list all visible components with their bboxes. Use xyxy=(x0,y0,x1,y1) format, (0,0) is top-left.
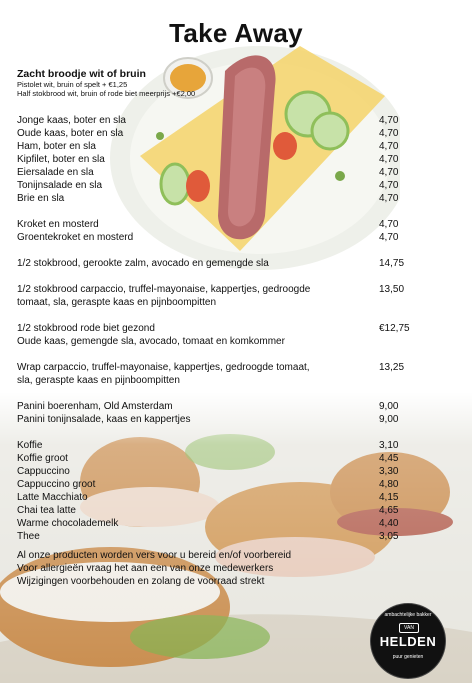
menu-item-continued xyxy=(17,296,457,309)
item-price: 3,10 xyxy=(379,440,399,451)
menu-item xyxy=(17,361,457,374)
brand-logo xyxy=(371,604,445,678)
section-title-broodje: Zacht broodje wit of bruin xyxy=(17,68,146,80)
menu-item xyxy=(17,452,457,465)
item-name: Brie en sla xyxy=(17,193,65,204)
item-name: Jonge kaas, boter en sla xyxy=(17,115,126,126)
menu-item xyxy=(17,439,457,452)
item-name: Kipfilet, boter en sla xyxy=(17,154,105,165)
item-price: 4,15 xyxy=(379,492,399,503)
item-price: €12,75 xyxy=(379,323,410,334)
item-price: 4,70 xyxy=(379,180,399,191)
logo-brand: HELDEN xyxy=(379,634,437,649)
menu-item xyxy=(17,140,457,153)
menu-item xyxy=(17,257,457,270)
item-name: Latte Macchiato xyxy=(17,492,88,503)
item-price: 4,45 xyxy=(379,453,399,464)
item-name: sla, geraspte kaas en pijnboompitten xyxy=(17,375,180,386)
menu-item xyxy=(17,530,457,543)
section-subtitle: Pistolet wit, bruin of spelt + €1,25 xyxy=(17,80,128,89)
item-name: Cappuccino groot xyxy=(17,479,96,490)
menu-item xyxy=(17,478,457,491)
menu-item xyxy=(17,413,457,426)
item-price: 9,00 xyxy=(379,414,399,425)
item-name: tomaat, sla, geraspte kaas en pijnboompitten xyxy=(17,297,217,308)
menu-item-continued xyxy=(17,374,457,387)
item-price: 4,70 xyxy=(379,154,399,165)
menu-item xyxy=(17,400,457,413)
menu-item xyxy=(17,179,457,192)
menu-item xyxy=(17,504,457,517)
item-price: 4,70 xyxy=(379,232,399,243)
item-name: Wrap carpaccio, truffel-mayonaise, kappertjes, gedroogde tomaat, xyxy=(17,362,310,373)
item-price: 3,30 xyxy=(379,466,399,477)
item-name: Koffie groot xyxy=(17,453,68,464)
menu-item xyxy=(17,283,457,296)
item-name: Warme chocolademelk xyxy=(17,518,119,529)
item-price: 4,70 xyxy=(379,167,399,178)
item-name: Thee xyxy=(17,531,40,542)
item-name: Cappuccino xyxy=(17,466,70,477)
item-price: 4,70 xyxy=(379,141,399,152)
menu-item xyxy=(17,153,457,166)
item-name: Oude kaas, gemengde sla, avocado, tomaat en komkommer xyxy=(17,336,285,347)
item-price: 13,25 xyxy=(379,362,405,373)
menu-item xyxy=(17,166,457,179)
footer-note: Voor allergieën vraag het aan een van onze medewerkers xyxy=(17,563,274,574)
item-price: 14,75 xyxy=(379,258,405,269)
menu-item xyxy=(17,231,457,244)
page-title: Take Away xyxy=(169,18,303,48)
item-price: 4,70 xyxy=(379,193,399,204)
item-price: 9,00 xyxy=(379,401,399,412)
item-name: Kroket en mosterd xyxy=(17,219,99,230)
item-price: 4,70 xyxy=(379,128,399,139)
logo-arc-text: ambachtelijke bakker xyxy=(384,612,432,618)
logo-tagline: puur genieten xyxy=(392,654,424,660)
menu-item xyxy=(17,517,457,530)
item-name: Groentekroket en mosterd xyxy=(17,232,134,243)
item-name: 1/2 stokbrood, gerookte zalm, avocado en gemengde sla xyxy=(17,258,269,269)
item-price: 13,50 xyxy=(379,284,405,295)
menu-item xyxy=(17,218,457,231)
logo-van: VAN xyxy=(399,623,419,633)
item-name: Eiersalade en sla xyxy=(17,167,94,178)
item-price: 4,40 xyxy=(379,518,399,529)
menu-item xyxy=(17,465,457,478)
menu-item xyxy=(17,192,457,205)
item-name: Ham, boter en sla xyxy=(17,141,96,152)
item-name: Panini boerenham, Old Amsterdam xyxy=(17,401,173,412)
menu-item xyxy=(17,127,457,140)
menu-item xyxy=(17,322,457,335)
footer-note: Al onze producten worden vers voor u bereid en/of voorbereid xyxy=(17,550,292,561)
item-name: Koffie xyxy=(17,440,43,451)
item-name: 1/2 stokbrood rode biet gezond xyxy=(17,323,155,334)
menu-item xyxy=(17,491,457,504)
menu-list xyxy=(17,68,457,588)
item-name: Tonijnsalade en sla xyxy=(17,180,103,191)
item-price: 4,70 xyxy=(379,115,399,126)
menu-item-continued xyxy=(17,335,457,348)
item-name: 1/2 stokbrood carpaccio, truffel-mayonaise, kappertjes, gedroogde xyxy=(17,284,311,295)
section-subtitle: Half stokbrood wit, bruin of rode biet meerprijs +€2,00 xyxy=(17,89,196,98)
item-name: Panini tonijnsalade, kaas en kappertjes xyxy=(17,414,191,425)
item-name: Oude kaas, boter en sla xyxy=(17,128,124,139)
item-price: 4,80 xyxy=(379,479,399,490)
item-price: 3,05 xyxy=(379,531,399,542)
item-price: 4,70 xyxy=(379,219,399,230)
item-price: 4,65 xyxy=(379,505,399,516)
menu-item xyxy=(17,114,457,127)
item-name: Chai tea latte xyxy=(17,505,76,516)
footer-note: Wijzigingen voorbehouden en zolang de voorraad strekt xyxy=(17,576,265,587)
